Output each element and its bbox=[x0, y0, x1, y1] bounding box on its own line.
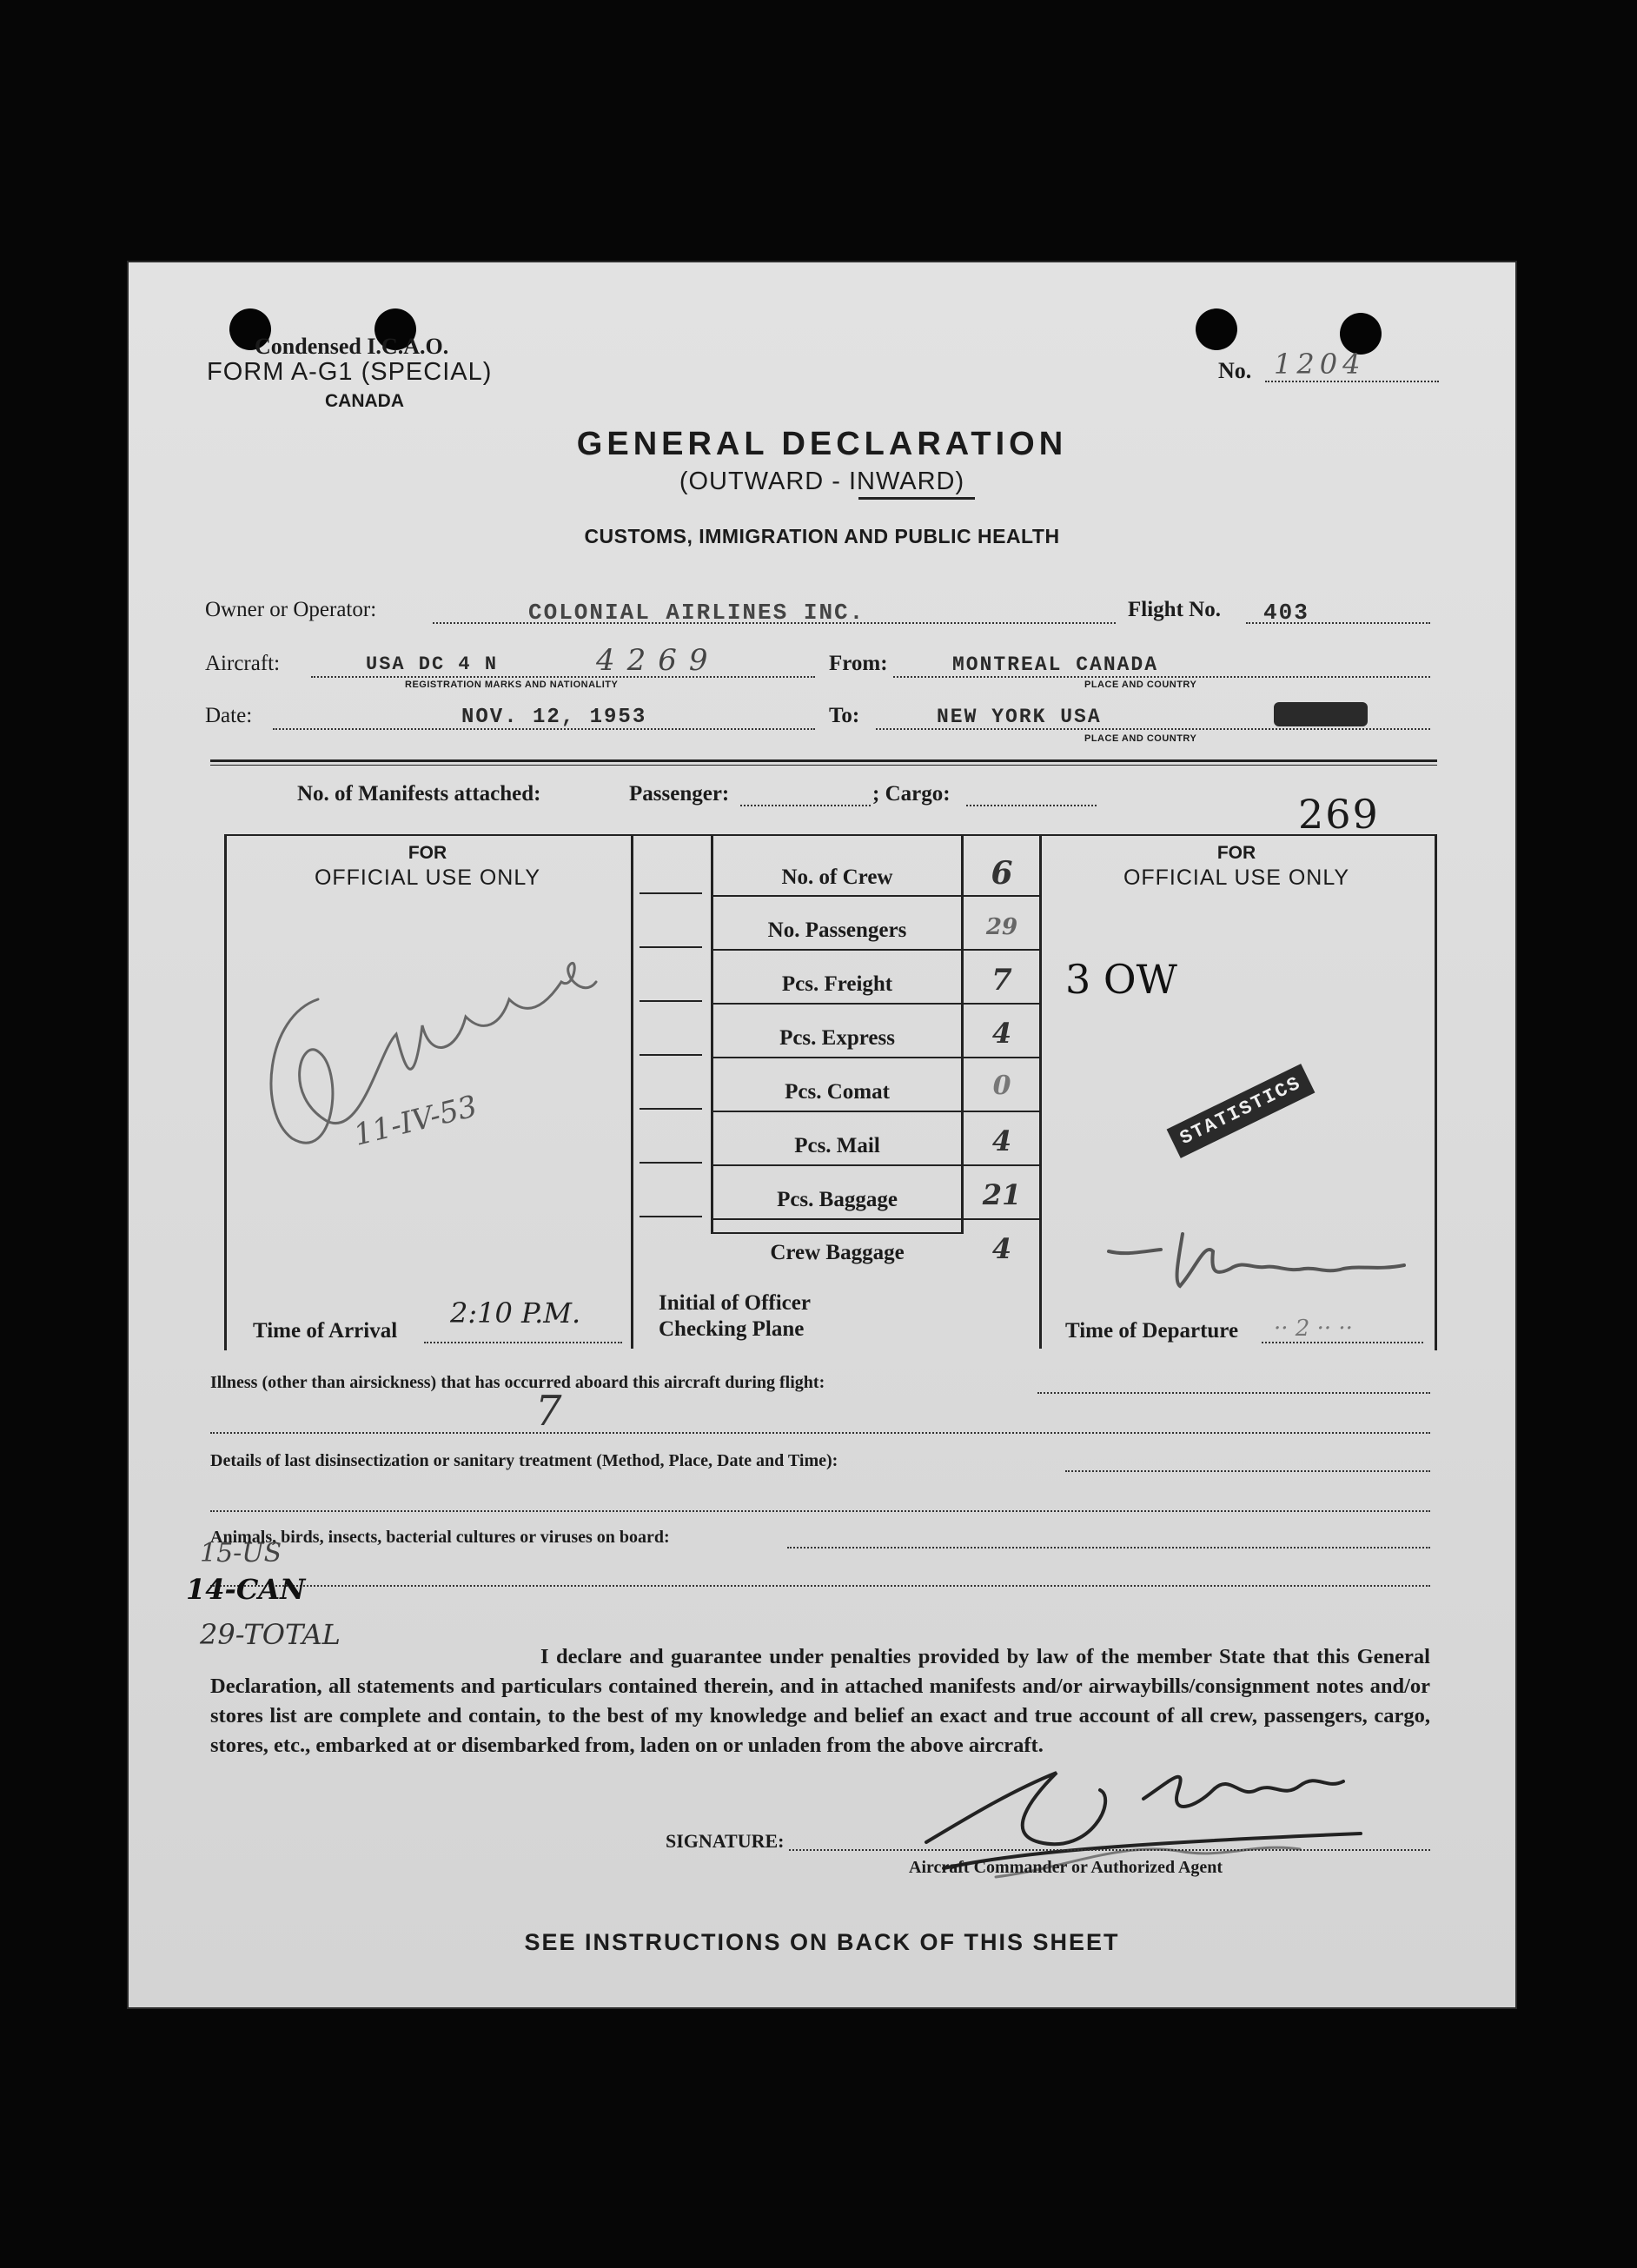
declaration-text: I declare and guarantee under penalties provided by law of the member State that this General Declaration, all statements and particulars contained therein, and in attached manifests and/or airwaybills/consignment notes and/or stores list are complete and contain, to the best of my knowledge and belief an exact and true account of all crew, passengers, cargo, stores, etc., embarked at or disembarked from, laden on or unladen from the above aircraft. bbox=[210, 1645, 1430, 1757]
count-row-divider bbox=[713, 1057, 1039, 1058]
scope-subtitle: CUSTOMS, IMMIGRATION AND PUBLIC HEALTH bbox=[584, 525, 1060, 547]
animals-label: Animals, birds, insects, bacterial cultures or viruses on board: bbox=[210, 1528, 670, 1547]
aircraft-caption: REGISTRATION MARKS AND NATIONALITY bbox=[405, 680, 619, 690]
disinsect-label: Details of last disinsectization or sanitary treatment (Method, Place, Date and Time): bbox=[210, 1451, 838, 1470]
initials-dash bbox=[640, 1000, 702, 1002]
crossed-out-entry bbox=[1274, 702, 1368, 726]
officer-initial-label: Initial of Officer bbox=[659, 1291, 811, 1315]
form-number-label: No. bbox=[1218, 358, 1252, 383]
manifest-cargo-line bbox=[966, 805, 1097, 806]
official-signature bbox=[249, 921, 631, 1217]
initials-dash bbox=[640, 946, 702, 948]
date-label: Date: bbox=[205, 704, 253, 727]
official-right-for: FOR bbox=[1216, 843, 1256, 863]
from-line bbox=[893, 676, 1430, 678]
aircraft-number: 4269 bbox=[596, 643, 720, 678]
arrival-label: Time of Arrival bbox=[253, 1319, 398, 1343]
count-label-mail: Pcs. Mail bbox=[794, 1134, 880, 1157]
arrival-value: 2:10 P.M. bbox=[450, 1296, 581, 1330]
direction-subtitle: (OUTWARD - INWARD) bbox=[679, 468, 965, 495]
box-divider-left bbox=[631, 834, 633, 1349]
departure-value: ·· 2 ·· ·· bbox=[1274, 1316, 1353, 1342]
to-line bbox=[876, 728, 1430, 730]
from-label: From: bbox=[829, 652, 888, 675]
disinsect-line bbox=[1065, 1470, 1430, 1472]
manifest-number: 269 bbox=[1298, 791, 1380, 838]
form-code-line1: Condensed I.C.A.O. bbox=[255, 334, 449, 359]
date-value: NOV. 12, 1953 bbox=[461, 706, 647, 729]
from-caption: PLACE AND COUNTRY bbox=[1084, 680, 1197, 690]
signature-label: SIGNATURE: bbox=[666, 1830, 785, 1852]
margin-note-can: 14-CAN bbox=[186, 1573, 306, 1606]
official-left-title: OFFICIAL USE ONLY bbox=[314, 865, 541, 890]
section-divider-thin bbox=[210, 765, 1437, 766]
count-row-divider bbox=[713, 1164, 1039, 1166]
aircraft-value: USA DC 4 N bbox=[366, 653, 499, 675]
count-value-passengers: 29 bbox=[985, 914, 1018, 940]
page-title: GENERAL DECLARATION bbox=[576, 426, 1068, 462]
illness-mark: 7 bbox=[535, 1387, 562, 1436]
departure-label: Time of Departure bbox=[1065, 1319, 1239, 1343]
illness-line bbox=[1037, 1392, 1430, 1394]
count-value-crew: 6 bbox=[991, 855, 1013, 892]
statistics-stamp: STATISTICS bbox=[1167, 1064, 1316, 1158]
form-number-value: 1204 bbox=[1274, 348, 1366, 381]
count-row-divider bbox=[713, 1111, 1039, 1112]
to-value: NEW YORK USA bbox=[937, 706, 1102, 728]
initials-dash bbox=[640, 1216, 702, 1217]
illness-label: Illness (other than airsickness) that has occurred aboard this aircraft during flight: bbox=[210, 1373, 825, 1392]
owner-value: COLONIAL AIRLINES INC. bbox=[528, 600, 865, 626]
count-label-express: Pcs. Express bbox=[779, 1026, 895, 1050]
to-caption: PLACE AND COUNTRY bbox=[1084, 733, 1197, 744]
count-value-mail: 4 bbox=[991, 1124, 1012, 1157]
footer-instructions: SEE INSTRUCTIONS ON BACK OF THIS SHEET bbox=[524, 1929, 1120, 1955]
initials-dash bbox=[640, 1108, 702, 1110]
count-row-divider bbox=[713, 895, 1039, 897]
count-label-crew-baggage: Crew Baggage bbox=[770, 1241, 905, 1264]
count-row-divider bbox=[713, 949, 1039, 951]
official-right-title: OFFICIAL USE ONLY bbox=[1123, 865, 1350, 890]
illness-line-2 bbox=[210, 1432, 1430, 1434]
count-label-freight: Pcs. Freight bbox=[781, 972, 893, 996]
arrival-line bbox=[424, 1342, 622, 1343]
aircraft-line bbox=[311, 676, 815, 678]
inward-underline bbox=[858, 497, 975, 500]
aircraft-label: Aircraft: bbox=[205, 652, 281, 675]
count-value-baggage: 21 bbox=[982, 1178, 1022, 1211]
manifest-cargo-label: ; Cargo: bbox=[872, 782, 951, 806]
disinsect-line-2 bbox=[210, 1510, 1430, 1512]
count-row-divider bbox=[713, 1218, 1039, 1220]
declaration-form-sheet bbox=[127, 261, 1517, 2009]
officer-signature bbox=[1100, 1217, 1430, 1303]
official-right-note: 3 OW bbox=[1065, 956, 1177, 1003]
animals-line-2 bbox=[210, 1585, 1430, 1587]
signature-line bbox=[789, 1849, 1430, 1851]
count-label-passengers: No. Passengers bbox=[767, 918, 907, 942]
initials-dash bbox=[640, 1162, 702, 1164]
officer-checking-label: Checking Plane bbox=[659, 1317, 805, 1341]
flight-label: Flight No. bbox=[1128, 598, 1221, 621]
count-value-comat: 0 bbox=[992, 1071, 1011, 1101]
section-divider bbox=[210, 759, 1437, 762]
departure-line bbox=[1262, 1342, 1423, 1343]
initials-dash bbox=[640, 1054, 702, 1056]
count-label-baggage: Pcs. Baggage bbox=[777, 1188, 898, 1211]
count-label-crew: No. of Crew bbox=[781, 865, 893, 889]
official-date: 11-IV-53 bbox=[350, 1089, 481, 1153]
form-code-line2: FORM A-G1 (SPECIAL) bbox=[207, 358, 493, 386]
manifests-label: No. of Manifests attached: bbox=[297, 782, 541, 806]
count-value-freight: 7 bbox=[991, 963, 1012, 998]
count-label-comat: Pcs. Comat bbox=[785, 1080, 890, 1104]
from-value: MONTREAL CANADA bbox=[952, 653, 1159, 676]
count-value-express: 4 bbox=[991, 1017, 1012, 1050]
manifest-passenger-label: Passenger: bbox=[629, 782, 730, 806]
form-country: CANADA bbox=[325, 391, 404, 411]
count-value-crew-baggage: 4 bbox=[991, 1232, 1012, 1265]
box-inner-bottom bbox=[711, 1232, 963, 1234]
animals-line bbox=[787, 1547, 1430, 1548]
punch-hole bbox=[1196, 308, 1237, 350]
initials-dash bbox=[640, 892, 702, 894]
margin-note-total: 29-TOTAL bbox=[200, 1618, 341, 1651]
manifest-passenger-line bbox=[740, 805, 871, 806]
margin-note-us: 15-US bbox=[200, 1538, 282, 1568]
count-row-divider bbox=[713, 1003, 1039, 1005]
official-left-for: FOR bbox=[408, 843, 447, 863]
owner-label: Owner or Operator: bbox=[205, 598, 377, 621]
form-number-line bbox=[1265, 381, 1439, 382]
to-label: To: bbox=[829, 704, 860, 727]
signature-caption: Aircraft Commander or Authorized Agent bbox=[909, 1858, 1223, 1877]
flight-value: 403 bbox=[1263, 600, 1309, 626]
